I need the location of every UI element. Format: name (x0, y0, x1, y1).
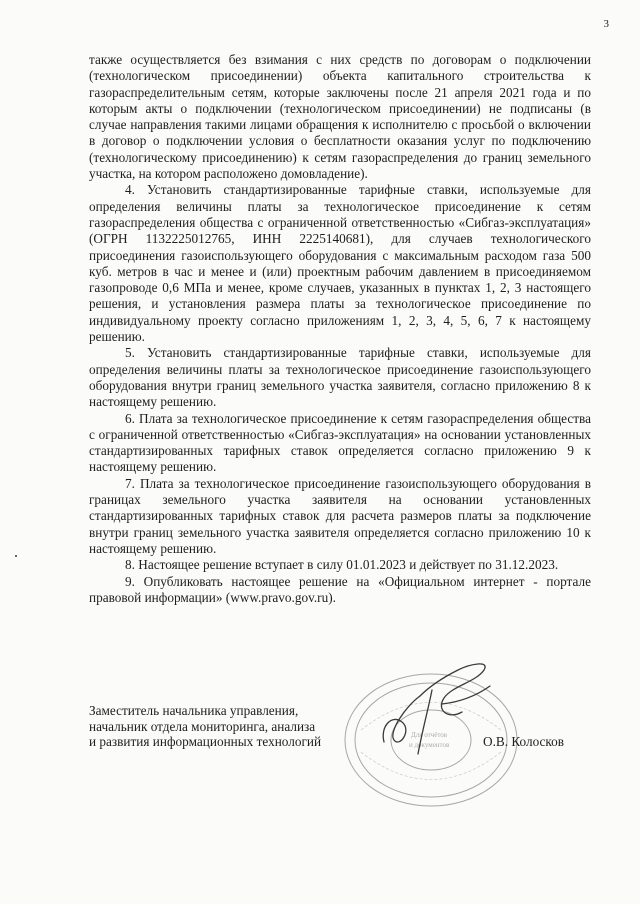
paragraph-item-8: 8. Настоящее решение вступает в силу 01.01.2023 и действует по 31.12.2023. (125, 557, 559, 573)
page-number: 3 (603, 18, 609, 30)
paragraph-item-4: 4. Установить стандартизированные тарифные ставки, используемые для определения величины платы за технологическое присоединение к сетям газораспределения общества с ограниченной ответственностью «Сибгаз-эксплуатация» (ОГРН 1132225012765, ИНН 2225140681), для случаев технологического присоединения газоиспользующего оборудования с максимальным расходом газа 500 куб. метров в час и менее и (или) проектным рабочим давлением в присоединяемом газопроводе 0,6 МПа и менее, кроме случаев, указанных в пунктах 1, 2, 3 настоящего решения, и установления размера платы за технологическое присоединение по индивидуальному проекту согласно приложениям 1, 2, 3, 4, 5, 6, 7 к настоящему решению. (89, 182, 591, 345)
signatory-position (89, 703, 321, 750)
signatory-name: О.В. Колосков (483, 734, 565, 749)
paragraph-item-9: 9. Опубликовать настоящее решение на «Официальном интернет - портале правовой информации» (www.pravo.gov.ru). (89, 573, 591, 605)
margin-dot (15, 555, 17, 557)
stamp-text-2: и документов (409, 741, 450, 749)
stamp-text-1: Для отчётов (411, 731, 448, 739)
position-line-1: Заместитель начальника управления, (89, 703, 299, 718)
paragraph-item-6: 6. Плата за технологическое присоединение к сетям газораспределения общества с ограниченной ответственностью «Сибгаз-эксплуатация» на основании установленных стандартизированных тарифных ставок определяется согласно приложению 9 к настоящему решению. (89, 410, 591, 475)
paragraph-item-7: 7. Плата за технологическое присоединение газоиспользующего оборудования в границах земельного участка заявителя на основании установленных стандартизированных тарифных ставок для расчета размеров платы за подключение внутри границ земельного участка заявителя определяется согласно приложению 10 к настоящему решению. (89, 475, 591, 556)
position-line-3: и развития информационных технологий (89, 734, 322, 749)
paragraph-item-5: 5. Установить стандартизированные тарифные ставки, используемые для определения величины платы за технологическое присоединение газоиспользующего оборудования внутри границ земельного участка заявителя, согласно приложению 8 к настоящему решению. (89, 345, 591, 410)
position-line-2: начальник отдела мониторинга, анализа (89, 718, 316, 734)
document-body (89, 52, 591, 606)
paragraph-continuation: также осуществляется без взимания с них средств по договорам о подключении (технологическом присоединении) объекта капитального строительства к газораспределительным сетям, которые заключены после 21 апреля 2021 года и по которым акты о подключении (технологическом присоединении) не подписаны (в случае направления такими лицами обращения к исполнителю с просьбой о включении в договор о подключении условия о бесплатности оказания услуг по подключению (технологическому присоединению) к сетям газораспределения до границ земельного участка, на котором расположено домовладение). (89, 52, 591, 182)
